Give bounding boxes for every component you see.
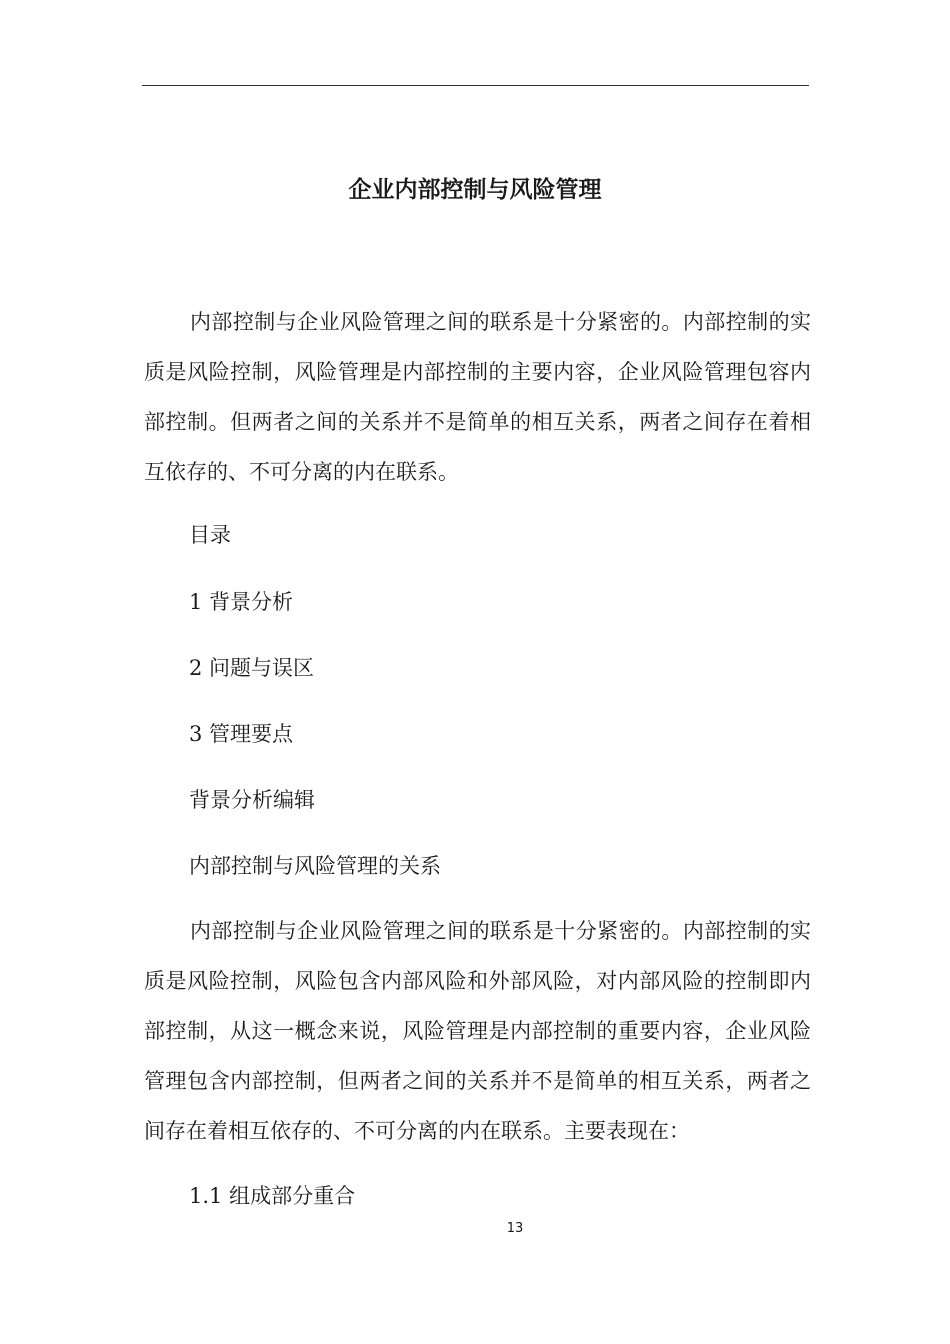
section-heading: 背景分析编辑 bbox=[189, 788, 315, 812]
intro-paragraph: 内部控制与企业风险管理之间的联系是十分紧密的。内部控制的实质是风险控制，风险管理是内部控制的主要内容，企业风险管理包容内部控制。但两者之间的关系并不是简单的相互关系，两者之间存在着相互依存的、不可分离的内在联系。 bbox=[144, 310, 811, 484]
subsection-heading: 内部控制与风险管理的关系 bbox=[189, 854, 441, 878]
header-rule bbox=[142, 85, 809, 86]
toc-item: 2 问题与误区 bbox=[189, 656, 315, 680]
document-title: 企业内部控制与风险管理 bbox=[348, 177, 602, 203]
sub-item-heading: 1.1 组成部分重合 bbox=[189, 1184, 356, 1208]
toc-item: 3 管理要点 bbox=[189, 722, 294, 746]
page-number: 13 bbox=[506, 1221, 524, 1236]
body-paragraph: 内部控制与企业风险管理之间的联系是十分紧密的。内部控制的实质是风险控制，风险包含内部风险和外部风险，对内部风险的控制即内部控制，从这一概念来说，风险管理是内部控制的重要内容，企业风险管理包含内部控制，但两者之间的关系并不是简单的相互关系，两者之间存在着相互依存的、不可分离的内在联系。主要表现在： bbox=[144, 919, 811, 1143]
toc-heading: 目录 bbox=[189, 523, 231, 547]
toc-item: 1 背景分析 bbox=[189, 590, 294, 614]
